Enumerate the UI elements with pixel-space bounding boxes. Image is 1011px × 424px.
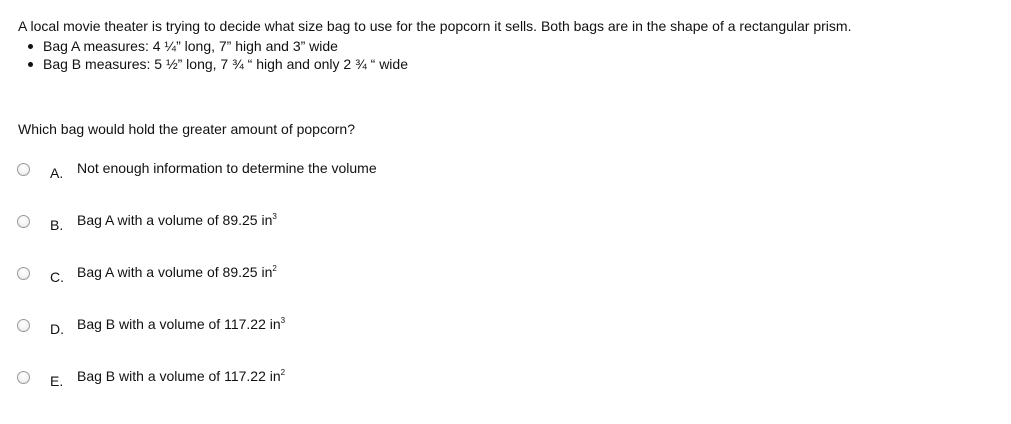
radio-button-c[interactable]: [17, 267, 30, 280]
radio-button-e[interactable]: [17, 371, 30, 384]
question-prompt: Which bag would hold the greater amount of popcorn?: [18, 121, 355, 137]
option-letter-a: A.: [50, 165, 64, 181]
answer-option-a[interactable]: [16, 158, 516, 182]
option-label-e: Bag B with a volume of 117.22 in: [77, 368, 281, 384]
bag-a-measurement-text: Bag A measures: 4 ¼” long, 7” high and 3” wide: [43, 38, 338, 54]
bag-b-measurement: [26, 55, 408, 73]
radio-button-a[interactable]: [17, 163, 30, 176]
option-label-c: Bag A with a volume of 89.25 in: [77, 264, 273, 280]
answer-option-d[interactable]: [16, 314, 516, 338]
option-text-c: [77, 263, 277, 281]
bullet-icon: [28, 44, 33, 49]
option-exponent-d: 3: [280, 316, 286, 325]
bag-measurements-list: [26, 37, 408, 73]
option-exponent-c: 2: [272, 264, 277, 273]
option-letter-d: D.: [50, 321, 64, 337]
radio-button-d[interactable]: [17, 319, 30, 332]
option-text-d: [77, 315, 285, 333]
option-letter-c: C.: [50, 269, 64, 285]
option-label-b: Bag A with a volume of 89.25 in: [77, 212, 273, 228]
answer-option-e[interactable]: [16, 366, 516, 390]
bag-b-measurement-text: Bag B measures: 5 ½” long, 7 ¾ “ high and only 2 ¾ “ wide: [43, 56, 408, 72]
option-label-d: Bag B with a volume of 117.22 in: [77, 316, 281, 332]
problem-intro: A local movie theater is trying to decide what size bag to use for the popcorn it sells. Both bags are in the shape of a rectangular prism.: [18, 18, 852, 34]
answer-option-b[interactable]: [16, 210, 516, 234]
option-exponent-e: 2: [280, 368, 286, 377]
option-text-a: [77, 159, 377, 177]
answer-option-c[interactable]: [16, 262, 516, 286]
bag-a-measurement: [26, 37, 408, 55]
option-text-b: [77, 211, 277, 229]
option-letter-b: B.: [50, 217, 64, 233]
option-label-a: Not enough information to determine the volume: [77, 160, 377, 176]
option-text-e: [77, 367, 285, 385]
radio-button-b[interactable]: [17, 215, 30, 228]
option-letter-e: E.: [50, 373, 64, 389]
bullet-icon: [28, 62, 33, 67]
option-exponent-b: 3: [272, 212, 277, 221]
